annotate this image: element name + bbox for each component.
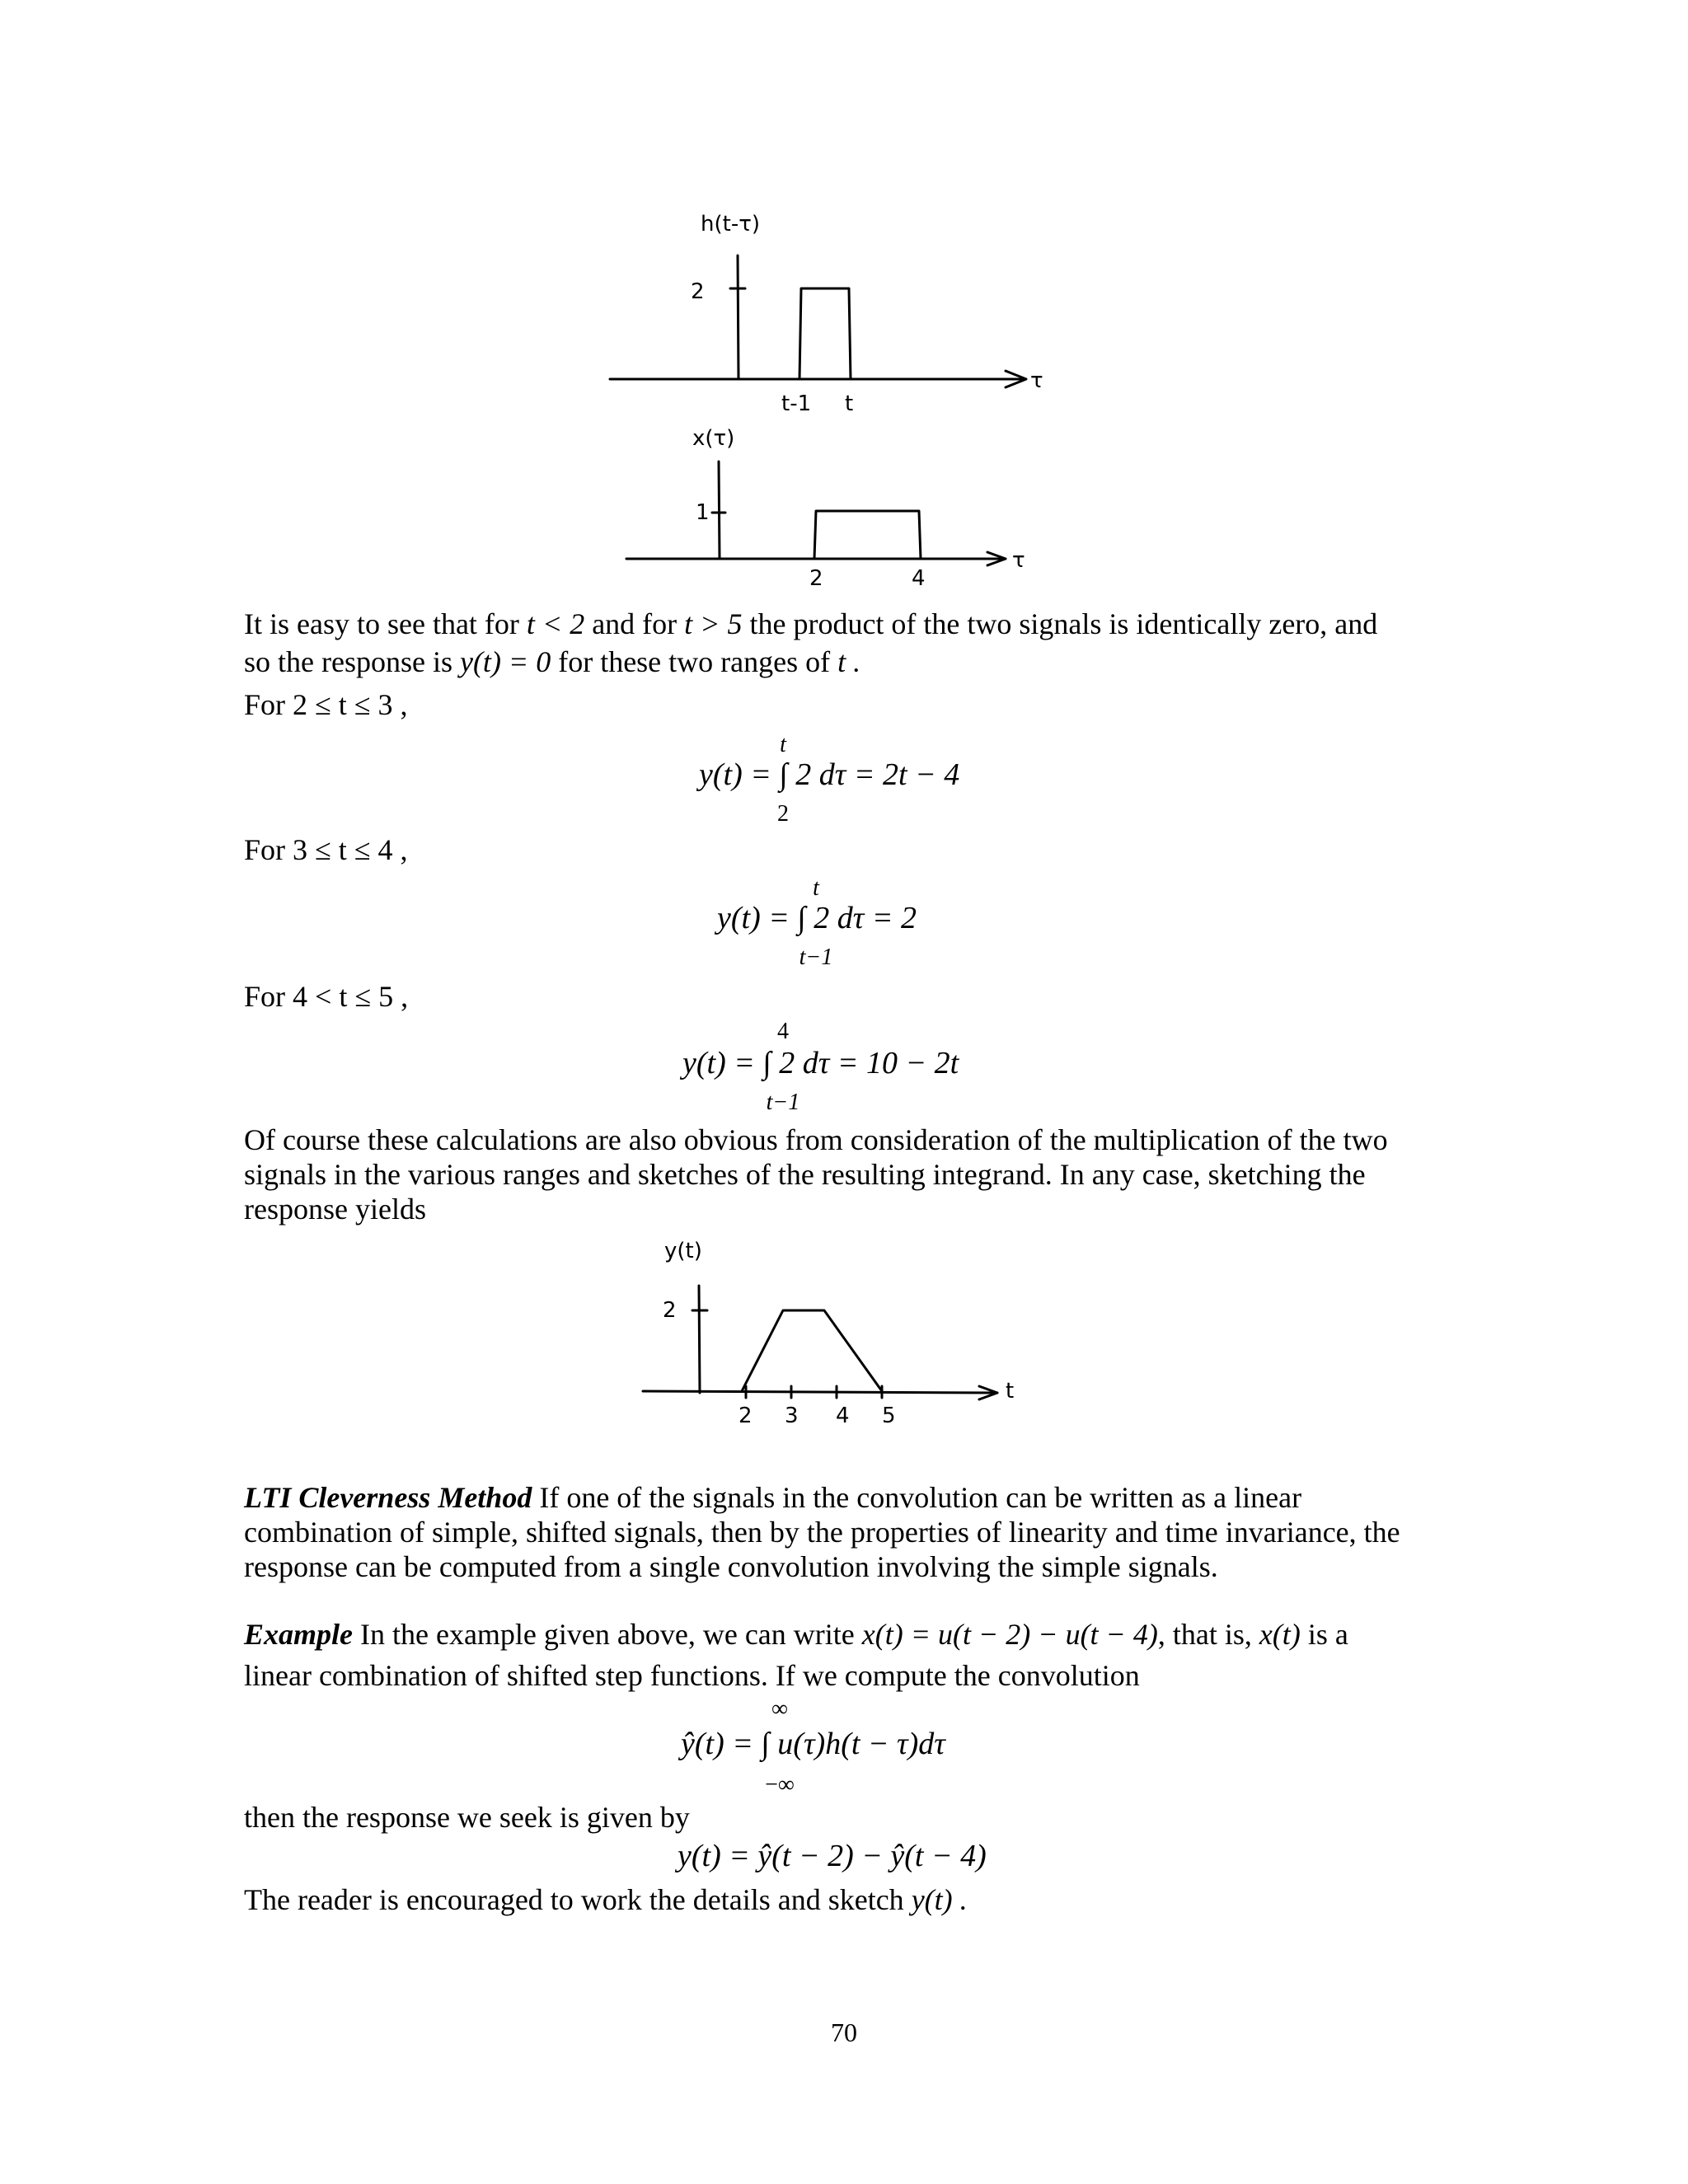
example-line2: linear combination of shifted step functions. If we compute the convolution [244,1659,1140,1692]
example-xt: x(t) [1259,1618,1301,1651]
para1-text-d: so the response is [244,645,452,678]
sketch-x-ytick: 1 [696,500,710,525]
sketch-y-xaxis [643,1391,997,1393]
sketch-y-xaxis-label: t [1006,1379,1015,1404]
lti-title: LTI Cleverness Method [244,1481,532,1514]
sketch-y-xtick-4: 4 [836,1404,850,1428]
lti-body: If one of the signals in the convolution can be written as a linear combination of simple, shifted signals, then by the properties of linearity and time invariance, the response can be computed from a single convolution involving the simple signals. [244,1481,1400,1583]
eq2: y(t) = ∫ 2 dτ = 2 [717,901,917,935]
page-number: 70 [831,2018,857,2047]
sketch-x-xtick1: 2 [809,566,823,591]
para1-math-t1: t < 2 [526,607,585,640]
last-line [244,1882,968,1917]
sketch-y-yaxis [699,1286,700,1393]
range1-label: For 2 ≤ t ≤ 3 , [244,688,408,721]
sketch-x-pulse [814,511,921,559]
eq3: y(t) = ∫ 2 dτ = 10 − 2t [682,1046,959,1080]
eq1: y(t) = ∫ 2 dτ = 2t − 4 [699,757,960,792]
sketch-y-xtick-2: 2 [738,1404,753,1428]
sketch-y-xtick-5: 5 [882,1404,896,1428]
eq4: ŷ(t) = ∫ u(τ)h(t − τ)dτ [681,1727,945,1761]
para1-math-t3: t . [837,645,861,678]
example-text-a: In the example given above, we can write [360,1618,855,1651]
eq5: y(t) = ŷ(t − 2) − ŷ(t − 4) [678,1839,987,1873]
sketch-x-yaxis [719,462,720,559]
range2-label: For 3 ≤ t ≤ 4 , [244,833,408,866]
sketch-h-xtick1: t-1 [781,391,812,416]
last-math-y: y(t) . [911,1883,968,1916]
sketch-y-ytick: 2 [663,1298,677,1323]
example-equation: x(t) = u(t − 2) − u(t − 4) [861,1618,1158,1651]
para1-text-e: for these two ranges of [558,645,831,678]
example-line1 [244,1617,1348,1652]
eq1-upper-limit: t [780,732,786,757]
eq2-upper-limit: t [813,875,819,901]
sketch-h-shifted [593,206,1055,420]
sketch-h-xtick2: t [845,391,854,416]
para1-text-c: the product of the two signals is identically zero, and [749,607,1378,640]
eq3-upper-limit: 4 [777,1019,789,1044]
example-title: Example [244,1618,353,1651]
sketch-y-xtick-3: 3 [785,1404,799,1428]
sketch-x-xtick2: 4 [912,566,926,591]
para1-line2 [244,644,860,679]
sketch-h-ylabel: h(t-τ) [701,212,760,237]
lti-paragraph [244,1480,1447,1584]
sketch-x-xaxis-label: τ [1012,548,1025,573]
range3-label: For 4 < t ≤ 5 , [244,980,409,1013]
sketch-h-pulse [799,288,851,379]
eq3-lower-limit: t−1 [766,1090,800,1115]
para1-math-t2: t > 5 [684,607,743,640]
example-text-c: is a [1307,1618,1348,1651]
sketch-h-xaxis-label: τ [1030,368,1043,393]
sketch-h-ytick: 2 [691,279,705,304]
example-text-b: , that is, [1157,1618,1252,1651]
para2: Of course these calculations are also obvious from consideration of the multiplication of the two signals in the various ranges and sketches of the resulting integrand. In any case, sketching the response yields [244,1123,1388,1226]
eq4-lower-limit: −∞ [765,1772,795,1797]
para1-math-y: y(t) = 0 [459,645,551,678]
eq1-lower-limit: 2 [777,801,789,827]
para1-text-a: It is easy to see that for [244,607,519,640]
sketch-y [626,1228,1039,1434]
last-text: The reader is encouraged to work the details and sketch [244,1883,904,1916]
then-line: then the response we seek is given by [244,1801,690,1834]
para1-line1 [244,607,1377,641]
sketch-y-trapezoid [742,1310,882,1391]
sketch-x [610,420,1039,593]
sketch-x-ylabel: x(τ) [692,426,735,451]
sketch-y-ylabel: y(t) [664,1239,702,1263]
eq4-upper-limit: ∞ [771,1696,788,1722]
para1-text-b: and for [592,607,678,640]
eq2-lower-limit: t−1 [799,944,833,970]
